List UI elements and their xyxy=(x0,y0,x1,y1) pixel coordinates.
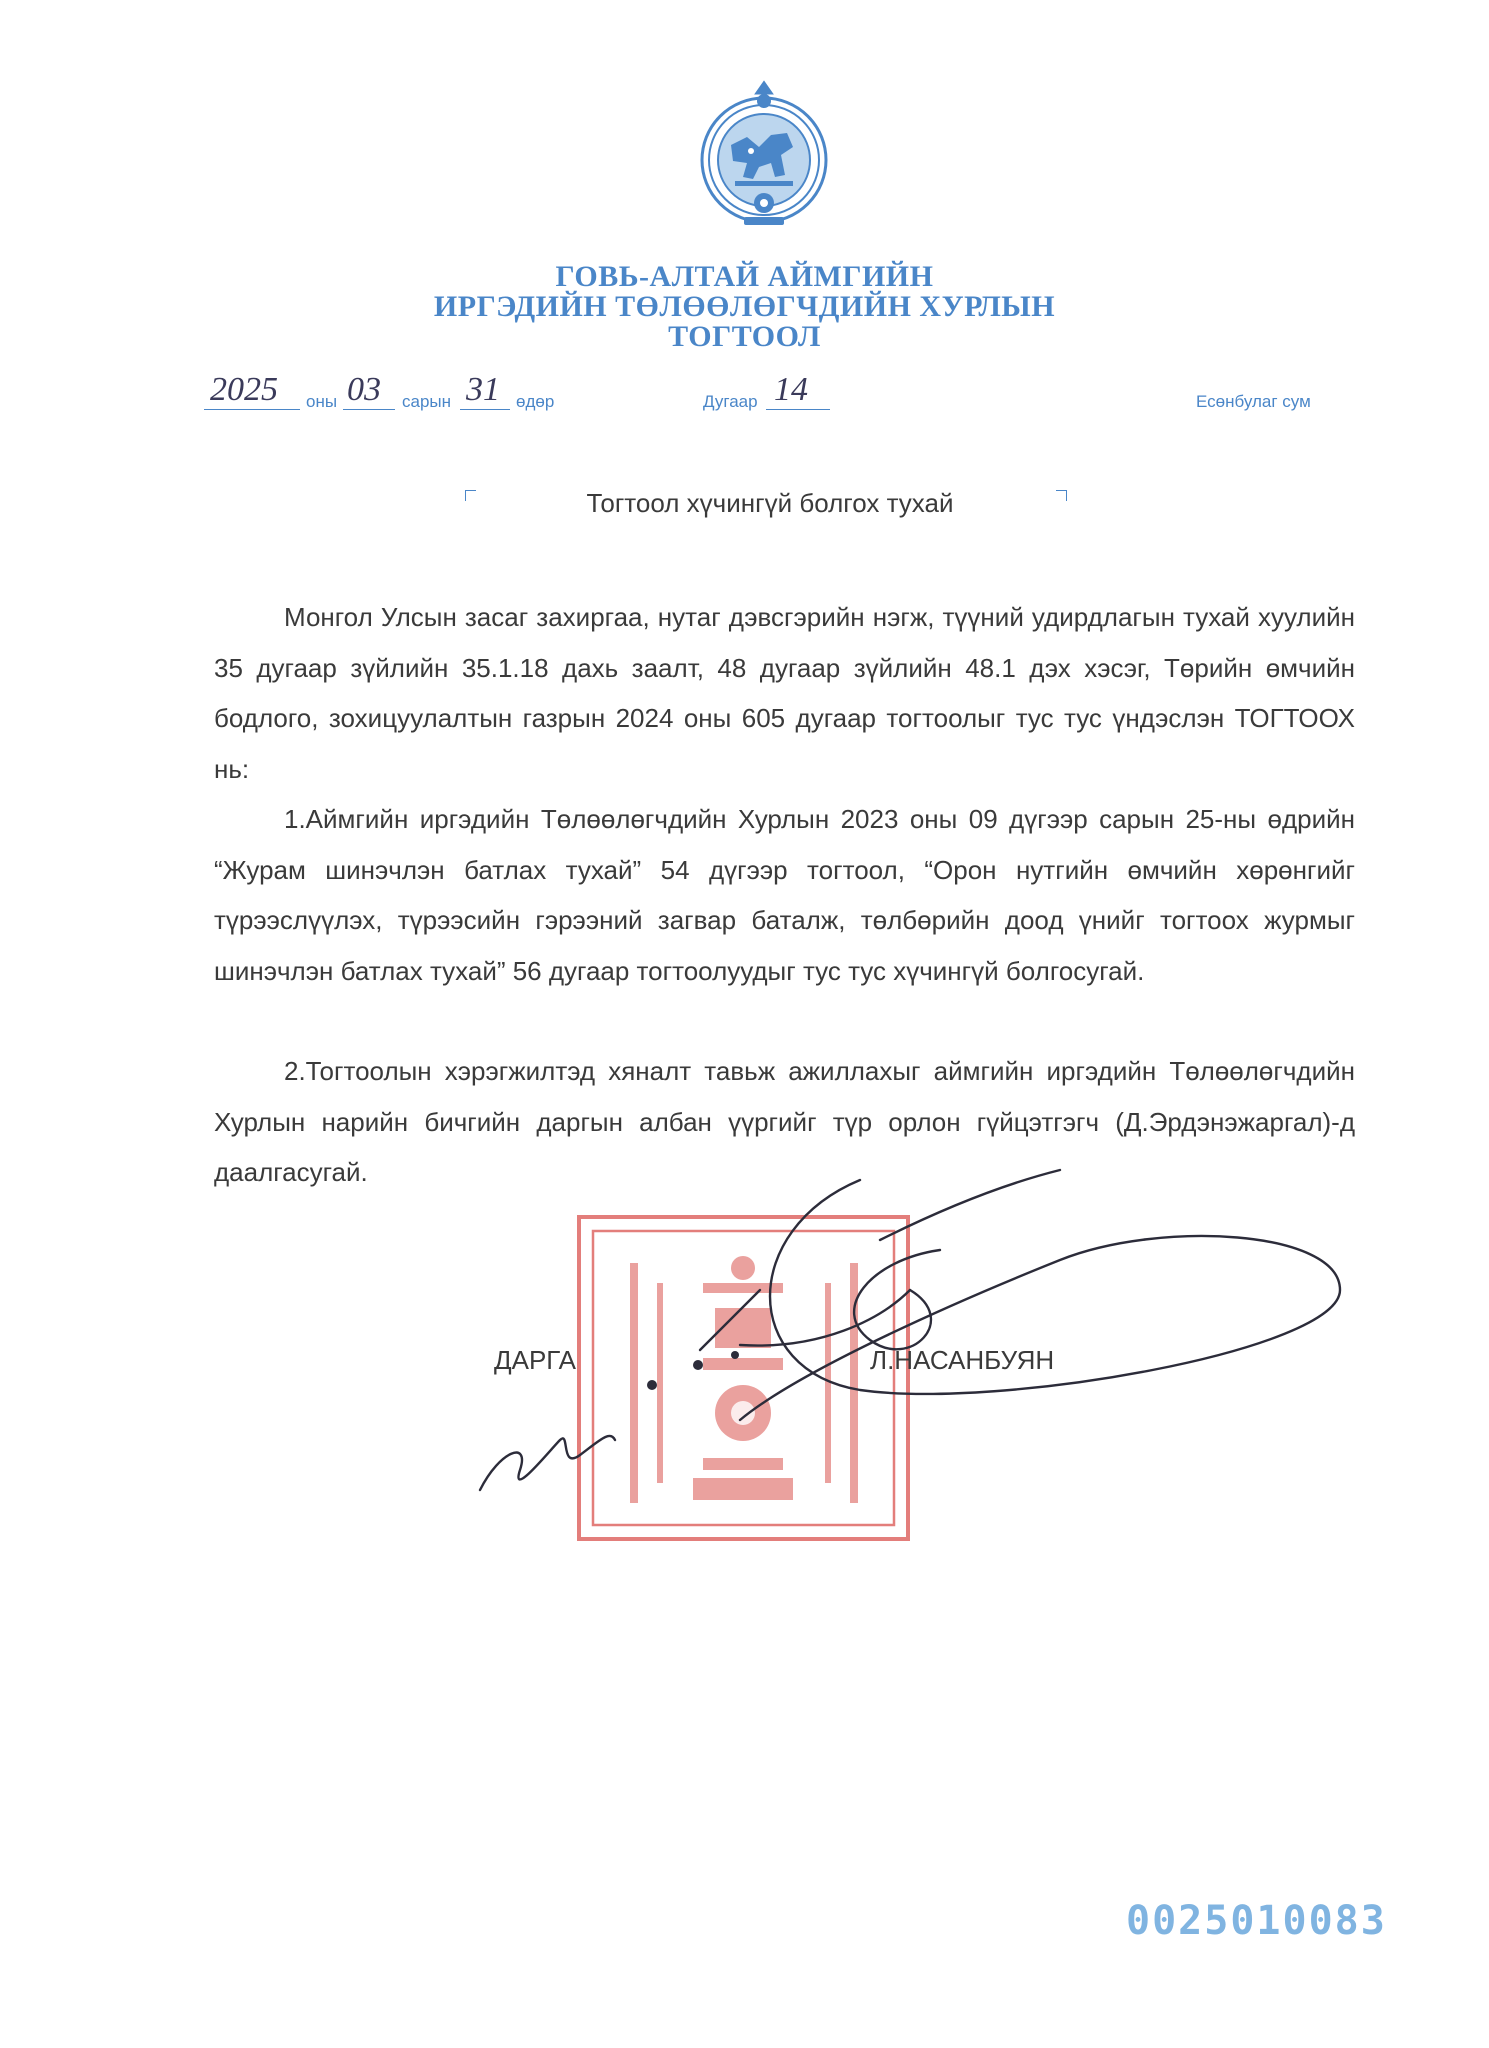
state-emblem-icon xyxy=(689,75,839,235)
day-label: өдөр xyxy=(516,392,555,411)
resolution-item-2: 2.Тогтоолын хэрэгжилтэд хяналт тавьж ажиллахыг аймгийн иргэдийн Төлөөлөгчдийн Хурлын нарийн бичгийн даргын албан үүргийг түр орлон гүйцэтгэгч (Д.Эрдэнэжаргал)-д даалгасугай. xyxy=(214,1056,1355,1187)
council-name-line2: ИРГЭДИЙН ТӨЛӨӨЛӨГЧДИЙН ХУРЛЫН xyxy=(433,290,1056,323)
preamble-paragraph: Монгол Улсын засаг захиргаа, нутаг дэвсгэрийн нэгж, түүний удирдлагын тухай хуулийн 35 дугаар зүйлийн 35.1.18 дахь заалт, 48 дугаар зүйлийн 48.1 дэх хэсэг, Төрийн өмчийн бодлого, зохицуулалтын газрын 2024 оны 605 дугаар тогтоолыг тус тус үндэслэн ТОГТООХ нь: xyxy=(214,602,1355,784)
title-corner-right-mark xyxy=(1056,490,1067,501)
date-day-field xyxy=(460,371,510,411)
document-number-value: 14 xyxy=(774,371,808,408)
number-label: Дугаар xyxy=(703,392,758,411)
document-number-field xyxy=(766,371,830,411)
title-corner-left-mark xyxy=(465,490,476,501)
date-year-field xyxy=(204,371,304,411)
resolution-subject-title: Тогтоол хүчингүй болгох тухай xyxy=(586,488,954,518)
resolution-item-1: 1.Аймгийн иргэдийн Төлөөлөгчдийн Хурлын 2023 оны 09 дүгээр сарын 25-ны өдрийн “Журам шинэчлэн батлах тухай” 54 дүгээр тогтоол, “Орон нутгийн өмчийн хөрөнгийг түрээслүүлэх, түрээсийн гэрээний загвар баталж, төлбөрийн доод үнийг тогтоох журмыг шинэчлэн батлах тухай” 56 дугаар тогтоолуудыг тус тус хүчингүй болгосугай. xyxy=(214,804,1355,986)
month-label: сарын xyxy=(402,392,452,411)
date-year-value: 2025 xyxy=(210,371,278,408)
document-registration-number: 0025010083 xyxy=(1126,1898,1387,1944)
date-day-value: 31 xyxy=(466,371,500,408)
date-month-value: 03 xyxy=(347,371,381,408)
signatory-title: ДАРГА xyxy=(494,1345,576,1375)
location-label: Есөнбулаг сум xyxy=(1196,392,1311,411)
document-type-title: ТОГТООЛ xyxy=(668,320,821,353)
date-month-field xyxy=(343,371,395,411)
council-name-line1: ГОВЬ-АЛТАЙ АЙМГИЙН xyxy=(555,260,934,293)
handwritten-signature xyxy=(440,1150,1360,1530)
signatory-name: Л.НАСАНБУЯН xyxy=(870,1345,1055,1375)
year-label: оны xyxy=(306,392,338,411)
